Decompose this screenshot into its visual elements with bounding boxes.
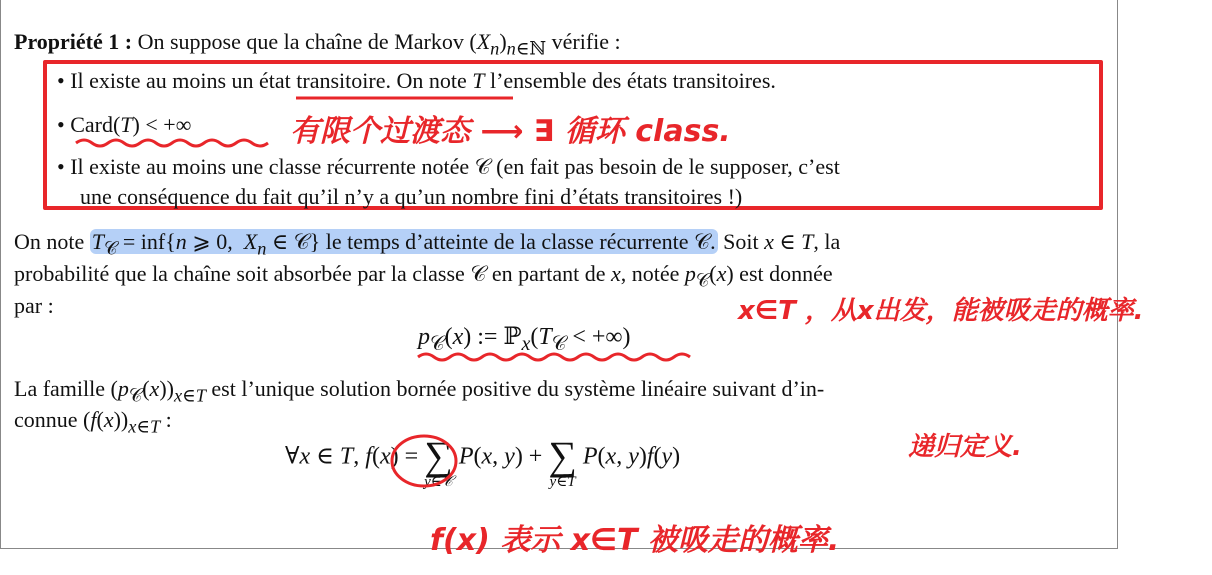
bullet-3-cont: une conséquence du fait qu’il n’y a qu’un nombre fini d’états transitoires !) [80,184,743,209]
handwritten-note-3: 递归定义. [908,432,1022,462]
bullet-1: • Il existe au moins un état transitoire. On note T l’ensemble des états transitoires. [57,68,776,93]
property-statement: Propriété 1 : On suppose que la chaîne de Markov $(X_n)_{n\in ℕ}$ vérifie : [14,29,621,59]
equation2: ∀x ∈ T, f(x) = ∑ y∈𝒞 P(x, y) + ∑ y∈T P(x, y)f(y) [285,433,681,490]
handwritten-note-4: f(x) 表示 x∈T 被吸走的概率. [430,523,840,558]
bullet-3: • Il existe au moins une classe récurrente notée 𝒞 (en fait pas besoin de le supposer, c’est [57,154,840,179]
paragraph2-line1: La famille $(p_𝒞(x))_{x\in T}$ est l’unique solution bornée positive du système linéaire suivant d’in- [14,376,825,406]
highlight: $T_𝒞 = inf\{n$ ⩾ 0, $X_n$ ∈ 𝒞} le temps d’atteinte de la classe récurrente 𝒞. [91,229,716,259]
sum-over-T: ∑ y∈T [548,433,577,490]
frame-right [1117,0,1118,548]
frame-left [0,0,1,548]
property-title: Propriété 1 : [14,29,133,54]
sum-over-C: ∑ y∈𝒞 [424,433,453,490]
paragraph1-line3: par : [14,293,54,318]
paragraph1-line1: On note $T_𝒞 = inf\{n$ ⩾ 0, $X_n$ ∈ 𝒞} le temps d’atteinte de la classe récurrente 𝒞. Soit x ∈ T, la [14,229,841,259]
handwritten-note-2: x∈T ，从x出发，能被吸走的概率. [738,296,1144,326]
paragraph1-line2: probabilité que la chaîne soit absorbée par la classe 𝒞 en partant de x, notée $p_𝒞(x)$ est donnée [14,261,833,291]
bullet-2: • Card(T) < +∞ [57,112,192,137]
equation1: $p_𝒞(x)$ := $ℙ_x(T_𝒞$ < +∞) [418,324,631,355]
paragraph2-line2: connue $(f(x))_{x\in T}$ : [14,407,172,437]
handwritten-note-1: 有限个过渡态 ⟶ ∃ 循环 class. [290,114,731,149]
